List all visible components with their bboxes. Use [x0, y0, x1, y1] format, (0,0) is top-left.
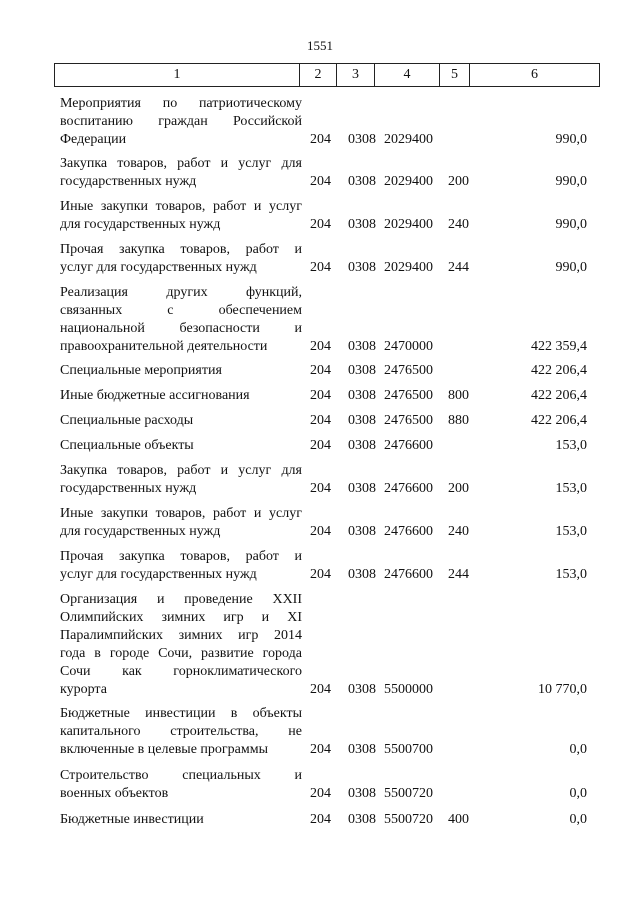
table-row: [0, 437, 640, 455]
cell-c3: 0308: [348, 339, 376, 354]
cell-c6: 0,0: [569, 786, 587, 801]
row-name-line: государственных нужд: [60, 481, 197, 496]
row-name-line: Олимпийских зимних игр и XI: [60, 610, 302, 625]
table-row: [0, 505, 640, 541]
cell-c6: 422 206,4: [531, 413, 587, 428]
row-name: [60, 155, 302, 191]
cell-c6: 990,0: [555, 217, 587, 232]
cell-c3: 0308: [348, 786, 376, 801]
table-row: [0, 241, 640, 277]
cell-c4: 2029400: [384, 132, 433, 147]
row-name-line: Иные закупки товаров, работ и услуг: [60, 506, 302, 521]
row-name-line: Прочая закупка товаров, работ и: [60, 549, 302, 564]
column-header-3: 3: [337, 64, 375, 87]
cell-c2: 204: [310, 812, 331, 827]
cell-c3: 0308: [348, 481, 376, 496]
row-name: [60, 591, 302, 699]
cell-c4: 2476600: [384, 481, 433, 496]
cell-c4: 2029400: [384, 260, 433, 275]
cell-c3: 0308: [348, 413, 376, 428]
row-name-line: года в городе Сочи, развитие города: [60, 646, 302, 661]
cell-c2: 204: [310, 339, 331, 354]
column-header-2: 2: [300, 64, 337, 87]
table-row: [0, 362, 640, 380]
cell-c3: 0308: [348, 260, 376, 275]
cell-c4: 5500720: [384, 786, 433, 801]
cell-c5: 240: [448, 524, 469, 539]
row-name: [60, 284, 302, 356]
row-name-line: связанных с обеспечением: [60, 303, 302, 318]
cell-c3: 0308: [348, 524, 376, 539]
row-name: [60, 387, 302, 405]
cell-c4: 5500000: [384, 682, 433, 697]
row-name-line: Специальные расходы: [60, 413, 194, 428]
cell-c2: 204: [310, 742, 331, 757]
cell-c3: 0308: [348, 174, 376, 189]
table-row: [0, 412, 640, 430]
page-number: 1551: [307, 38, 333, 53]
cell-c5: 244: [448, 260, 469, 275]
column-header-5: 5: [440, 64, 470, 87]
cell-c4: 2476600: [384, 438, 433, 453]
column-header-4: 4: [375, 64, 440, 87]
cell-c2: 204: [310, 481, 331, 496]
cell-c6: 990,0: [555, 174, 587, 189]
row-name-line: Прочая закупка товаров, работ и: [60, 242, 302, 257]
cell-c6: 0,0: [569, 812, 587, 827]
cell-c6: 153,0: [555, 481, 587, 496]
row-name-line: для государственных нужд: [60, 217, 221, 232]
row-name: [60, 412, 302, 430]
row-name-line: включенные в целевые программы: [60, 742, 269, 757]
cell-c3: 0308: [348, 388, 376, 403]
cell-c3: 0308: [348, 438, 376, 453]
row-name-line: Иные закупки товаров, работ и услуг: [60, 199, 302, 214]
table-row: [0, 767, 640, 803]
cell-c2: 204: [310, 388, 331, 403]
cell-c5: 200: [448, 174, 469, 189]
cell-c2: 204: [310, 132, 331, 147]
cell-c5: 400: [448, 812, 469, 827]
row-name: [60, 95, 302, 149]
cell-c2: 204: [310, 682, 331, 697]
row-name-line: услуг для государственных нужд: [60, 567, 257, 582]
row-name-line: Реализация других функций,: [60, 285, 302, 300]
cell-c3: 0308: [348, 132, 376, 147]
row-name-line: Сочи как горноклиматического: [60, 664, 302, 679]
row-name-line: воспитанию граждан Российской: [60, 114, 302, 129]
cell-c5: 240: [448, 217, 469, 232]
cell-c5: 244: [448, 567, 469, 582]
cell-c4: 2476500: [384, 388, 433, 403]
table-row: [0, 705, 640, 759]
row-name: [60, 705, 302, 759]
row-name-line: Бюджетные инвестиции: [60, 812, 204, 827]
cell-c6: 990,0: [555, 132, 587, 147]
cell-c3: 0308: [348, 742, 376, 757]
cell-c4: 2476500: [384, 413, 433, 428]
cell-c6: 153,0: [555, 524, 587, 539]
cell-c2: 204: [310, 438, 331, 453]
row-name: [60, 767, 302, 803]
cell-c5: 800: [448, 388, 469, 403]
table-row: [0, 591, 640, 699]
cell-c2: 204: [310, 413, 331, 428]
cell-c2: 204: [310, 217, 331, 232]
cell-c6: 153,0: [555, 567, 587, 582]
cell-c3: 0308: [348, 682, 376, 697]
row-name-line: национальной безопасности и: [60, 321, 302, 336]
table-row: [0, 462, 640, 498]
row-name-line: курорта: [60, 682, 107, 697]
cell-c3: 0308: [348, 363, 376, 378]
row-name-line: Организация и проведение XXII: [60, 592, 302, 607]
row-name-line: Мероприятия по патриотическому: [60, 96, 302, 111]
cell-c4: 5500720: [384, 812, 433, 827]
row-name-line: капитального строительства, не: [60, 724, 302, 739]
cell-c6: 153,0: [555, 438, 587, 453]
cell-c2: 204: [310, 786, 331, 801]
row-name: [60, 548, 302, 584]
cell-c2: 204: [310, 174, 331, 189]
cell-c2: 204: [310, 567, 331, 582]
cell-c5: 880: [448, 413, 469, 428]
cell-c4: 2029400: [384, 174, 433, 189]
row-name-line: Паралимпийских зимних игр 2014: [60, 628, 302, 643]
cell-c4: 2476600: [384, 524, 433, 539]
row-name-line: Специальные объекты: [60, 438, 194, 453]
column-header-6: 6: [470, 64, 600, 87]
row-name-line: Закупка товаров, работ и услуг для: [60, 463, 302, 478]
cell-c5: 200: [448, 481, 469, 496]
cell-c2: 204: [310, 260, 331, 275]
table-row: [0, 198, 640, 234]
cell-c4: 5500700: [384, 742, 433, 757]
cell-c6: 990,0: [555, 260, 587, 275]
row-name: [60, 462, 302, 498]
cell-c3: 0308: [348, 567, 376, 582]
table-row: [0, 284, 640, 356]
cell-c6: 422 206,4: [531, 363, 587, 378]
table-row: [0, 387, 640, 405]
cell-c6: 0,0: [569, 742, 587, 757]
cell-c4: 2476500: [384, 363, 433, 378]
row-name-line: Бюджетные инвестиции в объекты: [60, 706, 302, 721]
cell-c2: 204: [310, 363, 331, 378]
cell-c3: 0308: [348, 812, 376, 827]
cell-c4: 2029400: [384, 217, 433, 232]
row-name-line: Закупка товаров, работ и услуг для: [60, 156, 302, 171]
row-name-line: Федерации: [60, 132, 127, 147]
row-name: [60, 437, 302, 455]
row-name: [60, 241, 302, 277]
table-row: [0, 548, 640, 584]
cell-c6: 422 359,4: [531, 339, 587, 354]
cell-c3: 0308: [348, 217, 376, 232]
row-name: [60, 362, 302, 380]
row-name-line: Иные бюджетные ассигнования: [60, 388, 250, 403]
row-name-line: Строительство специальных и: [60, 768, 302, 783]
column-header-1: 1: [55, 64, 300, 87]
row-name: [60, 198, 302, 234]
cell-c4: 2476600: [384, 567, 433, 582]
cell-c6: 10 770,0: [538, 682, 587, 697]
row-name-line: Специальные мероприятия: [60, 363, 222, 378]
row-name-line: услуг для государственных нужд: [60, 260, 257, 275]
row-name: [60, 811, 302, 829]
row-name-line: для государственных нужд: [60, 524, 221, 539]
cell-c4: 2470000: [384, 339, 433, 354]
cell-c2: 204: [310, 524, 331, 539]
table-row: [0, 811, 640, 829]
row-name-line: государственных нужд: [60, 174, 197, 189]
cell-c6: 422 206,4: [531, 388, 587, 403]
row-name-line: военных объектов: [60, 786, 169, 801]
table-row: [0, 95, 640, 149]
row-name-line: правоохранительной деятельности: [60, 339, 268, 354]
row-name: [60, 505, 302, 541]
table-row: [0, 155, 640, 191]
